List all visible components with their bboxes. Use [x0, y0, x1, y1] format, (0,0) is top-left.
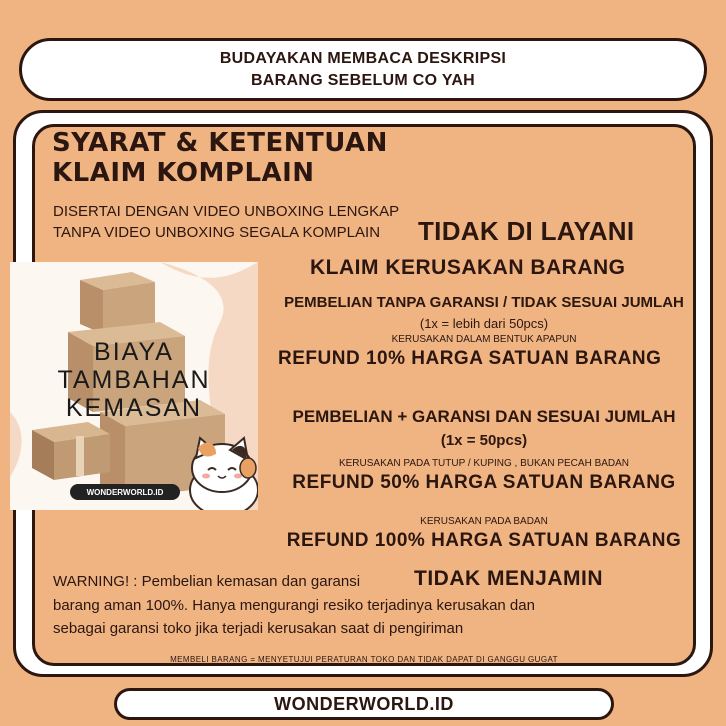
section2-sub: (1x = 50pcs)	[440, 432, 528, 449]
promo-line-3: KEMASAN	[65, 394, 203, 422]
title-line-1: SYARAT & KETENTUAN	[52, 128, 388, 158]
warning-line-1: WARNING! : Pembelian kemasan dan garansi	[53, 573, 361, 590]
unboxing-required-note: DISERTAI DENGAN VIDEO UNBOXING LENGKAP	[53, 203, 400, 220]
bottom-banner	[114, 688, 614, 720]
section1-condition: KERUSAKAN DALAM BENTUK APAPUN	[391, 334, 577, 345]
promo-label: WONDERWORLD.ID	[70, 484, 180, 500]
promo-image	[10, 262, 258, 510]
header-line-1: BUDAYAKAN MEMBACA DESKRIPSI	[219, 49, 507, 67]
warning-line-2: barang aman 100%. Hanya mengurangi resiko terjadinya kerusakan dan	[53, 597, 535, 614]
section1-refund: REFUND 10% HARGA SATUAN BARANG	[278, 348, 662, 369]
section1-sub: (1x = lebih dari 50pcs)	[419, 316, 549, 331]
warning-emphasis: TIDAK MENJAMIN	[414, 567, 603, 590]
header-line-2: BARANG SEBELUM CO YAH	[250, 71, 476, 89]
section2-condition: KERUSAKAN PADA TUTUP / KUPING , BUKAN PECAH BADAN	[338, 458, 630, 469]
title-line-2: KLAIM KOMPLAIN	[52, 158, 315, 188]
footer-note: MEMBELI BARANG = MENYETUJUI PERATURAN TOKO DAN TIDAK DAPAT DI GANGGU GUGAT	[170, 655, 558, 664]
section2-refund: REFUND 50% HARGA SATUAN BARANG	[292, 472, 676, 493]
section3-condition: KERUSAKAN PADA BADAN	[420, 516, 548, 527]
no-unboxing-note: TANPA VIDEO UNBOXING SEGALA KOMPLAIN	[53, 224, 381, 241]
promo-line-1: BIAYA	[94, 338, 174, 366]
section2-heading: PEMBELIAN + GARANSI DAN SESUAI JUMLAH	[292, 407, 676, 426]
not-served-note: TIDAK DI LAYANI	[418, 216, 635, 246]
section1-heading: PEMBELIAN TANPA GARANSI / TIDAK SESUAI JUMLAH	[284, 294, 684, 311]
warning-line-3: sebagai garansi toko jika terjadi kerusakan saat di pengiriman	[53, 620, 464, 637]
page-title	[52, 128, 388, 188]
footer-brand: WONDERWORLD.ID	[274, 693, 454, 714]
top-banner	[19, 38, 707, 101]
claim-title: KLAIM KERUSAKAN BARANG	[310, 256, 626, 279]
box-front-icon	[32, 422, 110, 480]
promo-line-2: TAMBAHAN	[57, 366, 211, 394]
section3-refund: REFUND 100% HARGA SATUAN BARANG	[286, 530, 682, 551]
